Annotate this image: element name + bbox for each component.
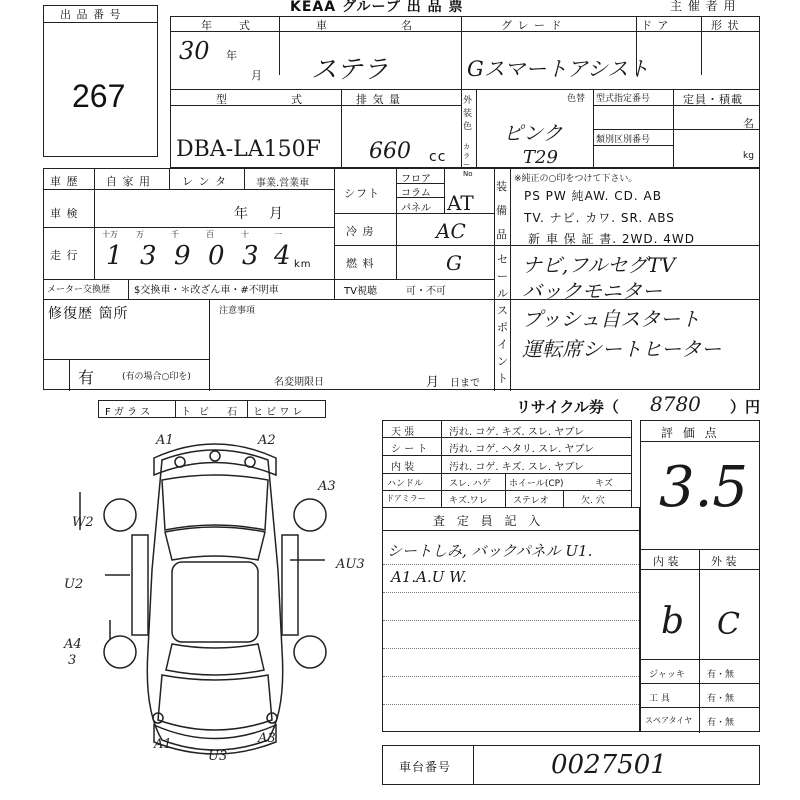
mileage-unit: km — [294, 259, 312, 270]
rating-box — [640, 420, 760, 732]
cond-handle-options: スレ. ハゲ — [449, 479, 491, 489]
cond-stereo-options: 欠. 穴 — [581, 496, 605, 506]
repair-label: 修復歴 箇所 — [48, 306, 129, 322]
recycle-value: 8780 — [650, 392, 701, 416]
equipment-line2: TV. ナビ. カワ. SR. ABS — [524, 211, 675, 225]
chassis-value: 0027501 — [551, 750, 667, 780]
glass-row — [98, 400, 326, 418]
cond-stereo-label: ステレオ — [513, 496, 549, 506]
cond-ceiling-label: 天 張 — [391, 427, 415, 438]
repair-value: 有 — [78, 368, 96, 387]
cond-ceiling-options: 汚れ. コゲ. キズ. スレ. ヤブレ — [449, 427, 584, 438]
exterior-label: 外装色 — [463, 96, 473, 132]
sales-point-4: 運転席シートヒーター — [522, 337, 722, 361]
mark-u3: U3 — [208, 749, 228, 764]
history-opt-private: 自 家 用 — [106, 175, 151, 188]
glass-f: F ガ ラ ス — [105, 407, 151, 418]
tool-spare-options: 有・無 — [707, 718, 735, 728]
mark-w2: W2 — [72, 515, 94, 530]
tv-options: 可・不可 — [406, 286, 446, 297]
sales-point-2: バックモニター — [522, 279, 662, 303]
mileage-unit-100k: 十万 — [102, 230, 118, 239]
cond-wheel-value: キズ — [595, 479, 613, 489]
mileage-digit-3: 9 — [174, 241, 191, 271]
sales-points-label: セールスポイント — [497, 253, 509, 385]
form-title: KEAA グループ 出 品 票 — [290, 0, 464, 15]
cond-interior-options: 汚れ. コゲ. キズ. スレ. ヤブレ — [449, 462, 584, 473]
class-label: 類別区別番号 — [596, 135, 651, 145]
capacity-unit1: 名 — [743, 117, 755, 130]
cond-interior-label: 内 装 — [391, 462, 415, 473]
mileage-digit-5: 3 — [242, 241, 259, 271]
tool-jack-label: ジャッキ — [649, 670, 685, 680]
recycle-label: リサイクル券（ — [516, 398, 619, 416]
shift-value: AT — [447, 191, 474, 215]
meter-options: $交換車・＊改ざん車・#不明車 — [134, 285, 279, 296]
mileage-digit-4: 0 — [208, 241, 225, 271]
recycle-suffix: ）円 — [730, 398, 761, 416]
shift-opt-floor: フロア — [401, 174, 431, 185]
hdr-year: 年 — [201, 19, 213, 32]
interior-label: 内 装 — [653, 555, 679, 568]
history-opt-business: 事業.営業車 — [256, 178, 310, 189]
equipment-label: 装備品 — [496, 180, 507, 241]
inspection-label: 車 検 — [50, 207, 79, 220]
cond-seat-options: 汚れ. コゲ. ヘタリ. スレ. ヤブレ — [449, 444, 595, 455]
hdr-car: 車 — [316, 19, 328, 32]
mileage-digit-1: 1 — [106, 241, 123, 271]
mark-au3: AU3 — [336, 557, 365, 572]
hdr-type: 式 — [239, 19, 251, 32]
rating-label: 評 価 点 — [661, 426, 720, 440]
color-value: ピンク — [503, 121, 563, 145]
mileage-unit-1k: 千 — [171, 230, 179, 239]
glass-crack: ヒ ビ ワ レ — [253, 407, 303, 418]
mark-a3-bottom: A3 — [258, 731, 276, 746]
history-box — [43, 168, 760, 390]
exterior-grade: C — [717, 607, 740, 642]
shift-opt-panel: パネル — [401, 203, 431, 214]
hdr-grade: グ レ ー ド — [501, 19, 563, 32]
mileage-unit-100: 百 — [206, 230, 214, 239]
sales-point-1: ナビ,フルセグTV — [522, 253, 676, 277]
capacity-label: 定員・積載 — [683, 93, 743, 106]
cond-mirror-label: ドアミラー — [386, 494, 426, 503]
vehicle-info-box — [170, 16, 760, 178]
organizer-label: 主 催 者 用 — [670, 0, 737, 13]
mark-u2: U2 — [64, 577, 84, 592]
capacity-unit2: kg — [743, 151, 754, 161]
equipment-line3: 新 車 保 証 書. 2WD. 4WD — [528, 232, 695, 246]
year-value: 30 — [179, 37, 210, 65]
equipment-note: ※純正の○印をつけて下さい。 — [514, 174, 638, 184]
displacement-unit: cc — [429, 149, 447, 165]
deadline-month: 月 — [426, 375, 441, 390]
model-label: 型 — [216, 93, 228, 106]
inspector-line-2: A1.A.U W. — [391, 568, 467, 586]
cond-seat-label: シ ー ト — [391, 444, 428, 455]
fuel-label: 燃 料 — [346, 257, 375, 270]
meter-label: メーター交換歴 — [47, 285, 111, 295]
color-no-label: カラーNo — [463, 143, 473, 178]
tool-tools-options: 有・無 — [707, 694, 735, 704]
ac-label: 冷 房 — [346, 225, 375, 238]
model-label2: 式 — [291, 93, 303, 106]
history-label: 車 歴 — [50, 175, 79, 188]
hdr-name: 名 — [401, 19, 413, 32]
lot-label: 出 品 番 号 — [60, 8, 122, 21]
deadline-day: 日まで — [450, 378, 480, 389]
mileage-unit-10k: 万 — [136, 230, 144, 239]
mark-a4: A4 — [64, 637, 82, 652]
tool-tools-label: 工 具 — [649, 694, 670, 704]
mileage-digit-6: 4 — [274, 241, 291, 271]
mark-3: 3 — [68, 653, 77, 668]
mark-a1-bottom: A1 — [154, 737, 172, 752]
hdr-door: ド ア — [641, 19, 670, 32]
inspection-year: 年 — [234, 206, 249, 222]
notes-label: 注意事項 — [219, 306, 256, 316]
chassis-box — [382, 745, 760, 785]
chassis-label: 車台番号 — [399, 760, 452, 774]
year-suffix: 年 — [226, 49, 238, 62]
mileage-label: 走 行 — [50, 249, 79, 262]
mileage-unit-10: 十 — [241, 230, 249, 239]
glass-stone: 石 — [227, 407, 237, 418]
lot-box — [43, 5, 158, 157]
displacement-label: 排 気 量 — [356, 93, 401, 106]
displacement-value: 660 — [369, 139, 411, 164]
condition-table — [382, 420, 632, 508]
inspection-month: 月 — [269, 206, 284, 222]
model-value: DBA-LA150F — [176, 137, 321, 162]
color-label: 色替 — [567, 94, 586, 104]
hdr-shape: 形 状 — [711, 19, 740, 32]
cond-wheel-label: ホイール(CP) — [509, 479, 564, 489]
interior-grade: b — [661, 601, 685, 642]
car-name-value: ステラ — [311, 55, 389, 85]
shift-opt-column: コラム — [401, 188, 431, 199]
month-suffix: 月 — [251, 69, 263, 82]
mark-a3-right: A3 — [318, 479, 336, 494]
lot-number: 267 — [72, 78, 126, 114]
type-designation-label: 型式指定番号 — [596, 94, 651, 104]
fuel-value: G — [446, 251, 462, 275]
tool-jack-options: 有・無 — [707, 670, 735, 680]
mileage-unit-1: 一 — [274, 230, 282, 239]
cond-handle-label: ハンドル — [387, 479, 424, 489]
inspector-box — [382, 507, 640, 732]
ac-value: AC — [436, 219, 466, 243]
mark-a2: A2 — [258, 433, 276, 448]
repair-value-note: (有の場合○印を) — [122, 372, 191, 382]
grade-value: Gスマートアシスト — [467, 57, 650, 81]
cond-mirror-options: キズ.ワレ — [449, 496, 488, 506]
exterior-label-rating: 外 装 — [711, 555, 737, 568]
deadline-label: 名変期限日 — [274, 377, 324, 388]
inspector-label: 査 定 員 記 入 — [433, 514, 545, 528]
inspector-line-1: シートしみ, バックパネル U1. — [387, 542, 593, 560]
shift-label: シフト — [344, 187, 380, 200]
equipment-line1: PS PW 純AW. CD. AB — [524, 189, 662, 203]
rating-score: 3.5 — [659, 455, 749, 520]
sales-point-3: プッシュ自スタート — [522, 307, 701, 331]
glass-bi: ビ — [199, 407, 209, 418]
mark-a1-top: A1 — [156, 433, 174, 448]
tv-label: TV視聴 — [344, 286, 377, 297]
car-diagram — [50, 420, 380, 780]
history-opt-rental: レ ン タ — [182, 175, 227, 188]
mileage-digit-2: 3 — [140, 241, 157, 271]
tool-spare-label: スペアタイヤ — [645, 716, 693, 725]
color-code: T29 — [523, 147, 558, 168]
glass-to: ト — [181, 407, 191, 418]
